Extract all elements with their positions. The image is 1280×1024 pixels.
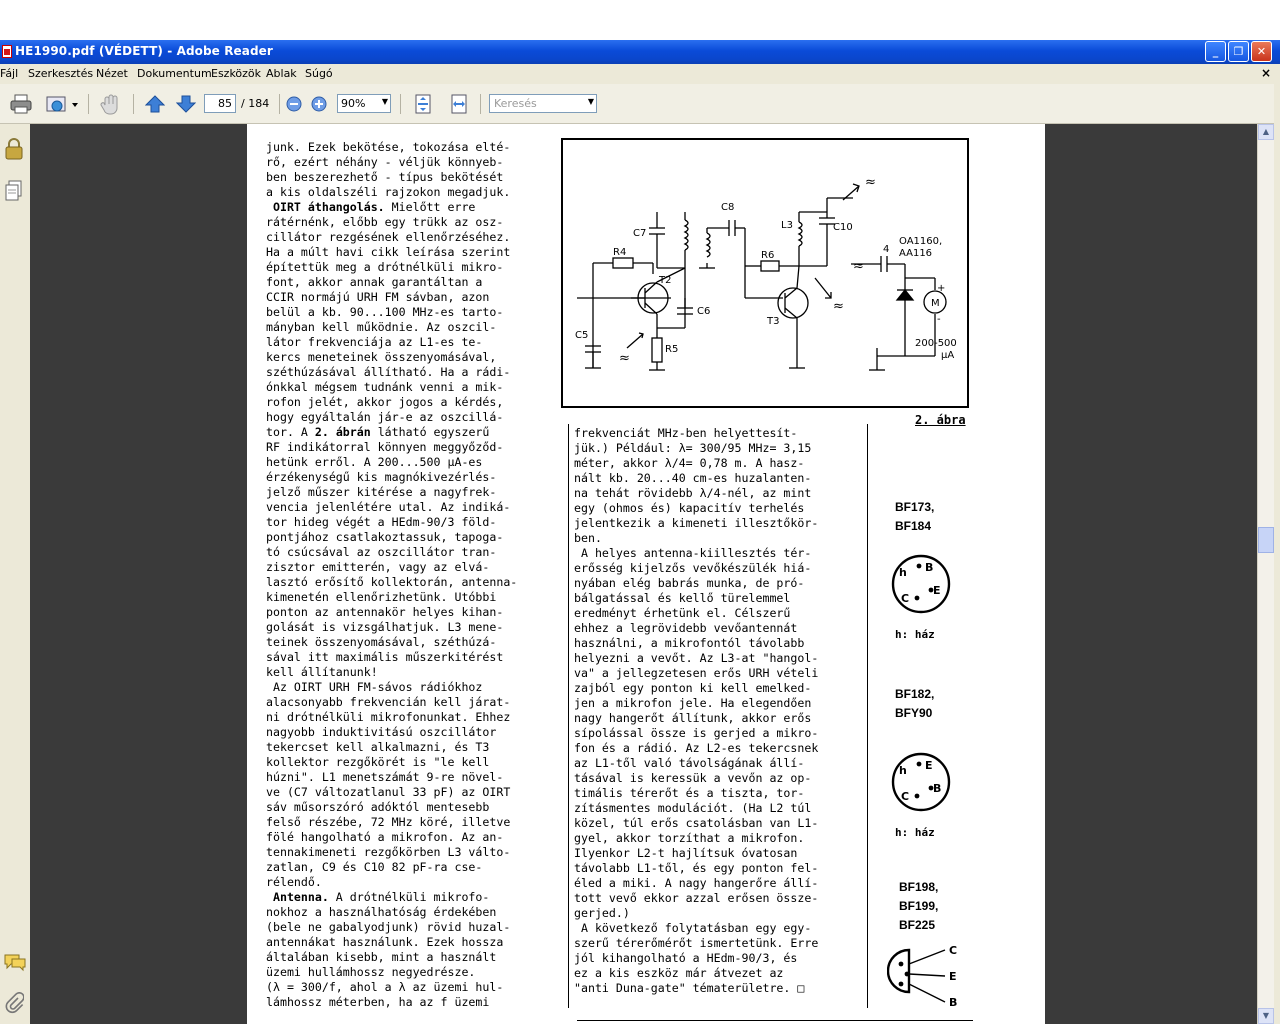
text-line: tennakimeneti rezgőkörben L3 válto-	[266, 845, 511, 859]
text-line: A helyes antenna-kiillesztés tér-	[574, 546, 812, 560]
text-line: általában kisebb, mint a használt	[266, 950, 497, 964]
label-diode-alt: AA116	[899, 248, 933, 259]
label-c6: C6	[697, 306, 711, 317]
text-line: Ha a múlt havi cikk leírása szerint	[266, 245, 511, 259]
text-line: építettük meg a drótnélküli mikro-	[266, 260, 504, 274]
label-unit: µA	[941, 350, 955, 361]
label-t2: T2	[659, 275, 672, 286]
text-line: na tehát rövidebb λ/4-nél, az mint	[574, 486, 812, 500]
figure-label: 2. ábra	[915, 413, 966, 427]
attachment-icon[interactable]	[4, 992, 24, 1014]
text-line: teinek összenyomásával, széthúzá-	[266, 635, 497, 649]
text-line: ben beszerezhető - típus bekötését	[266, 170, 504, 184]
toolbar-separator	[279, 94, 280, 114]
label-range: 200-500	[915, 338, 957, 349]
text-line: kollektor rezgőkörét is "le kell	[266, 755, 490, 769]
comments-icon[interactable]	[3, 952, 27, 972]
text-line: széthúzásával állítható. Ha a rádi-	[266, 365, 511, 379]
text-line: junk. Ezek bekötése, tokozása elté-	[266, 140, 511, 154]
chevron-down-icon: ▼	[587, 97, 594, 106]
text-line: rő, ezért néhány - véljük könnyeb-	[266, 155, 504, 169]
label-c10: C10	[833, 222, 853, 233]
text-line: sípolással össze is gerjed a mikro-	[574, 726, 819, 740]
text-line: tó csúcsával az oszcillátor tran-	[266, 545, 497, 559]
zoom-out-button[interactable]	[285, 93, 303, 115]
menu-edit[interactable]: Szerkesztés	[28, 67, 94, 80]
maximize-button[interactable]: ❐	[1228, 41, 1249, 62]
text-line: zításmentes modulációt. (Ha L2 túl	[574, 801, 812, 815]
menu-file[interactable]: Fájl	[0, 67, 19, 80]
text-line: sával itt maximális műszerkitérést	[266, 650, 504, 664]
text-line: ben.	[574, 531, 602, 545]
text-line: tásával is keressük a vevőn az op-	[574, 771, 812, 785]
toolbar-separator	[88, 94, 89, 114]
text-line: tor hideg végét a HEdm-90/3 föld-	[266, 515, 497, 529]
text-line: rátérnénk, előbb egy trükk az osz-	[266, 215, 504, 229]
label-l3: L3	[781, 220, 793, 231]
text-line: zisztor emitterén, vagy az elvá-	[266, 560, 490, 574]
text-line: nokhoz a használhatóság érdekében	[266, 905, 497, 919]
text-line: kercs meneteinek összenyomásával,	[266, 350, 497, 364]
text-line: bálgatással és kellő türelemmel	[574, 591, 791, 605]
pin-label: E	[949, 970, 957, 983]
pin-label: B	[933, 782, 942, 795]
pin-label: B	[925, 561, 934, 574]
text-line: kimenetén ellenőrizhetünk. Utóbbi	[266, 590, 497, 604]
text-line: Antenna. A drótnélküli mikrofo-	[272, 890, 490, 904]
search-input[interactable]	[489, 94, 597, 113]
hand-tool-icon	[99, 93, 123, 115]
text-line: fölé hangolható a mikrofon. Az an-	[266, 830, 504, 844]
text-line: ónkkal mégsem tudnánk venni a mik-	[266, 380, 504, 394]
toolbar	[0, 84, 1280, 124]
label-c8: C8	[721, 202, 735, 213]
text-line: Ilyenkor L2-t hajlítsuk óvatosan	[574, 846, 798, 860]
text-line: mányban kell működnie. Az oszcil-	[266, 320, 497, 334]
rf-wave-glyph: ≈	[853, 259, 864, 274]
text-line: éled a miki. A nagy hangerőre állí-	[574, 876, 819, 890]
text-line: használni, a mikrofontól távolabb	[574, 636, 805, 650]
text-line: antennákat használunk. Ezek hossza	[266, 935, 504, 949]
next-page-button[interactable]	[174, 93, 198, 115]
rf-wave-glyph: ≈	[833, 299, 844, 314]
transistor-name: BF198,	[899, 880, 939, 894]
text-line: cillátor rezgésének ellenőrzéséhez.	[266, 230, 511, 244]
pdf-page	[247, 124, 1045, 1024]
text-line: golását is vizsgálhatjuk. L3 mene-	[266, 620, 504, 634]
close-document-icon[interactable]: ×	[1260, 66, 1271, 80]
rf-wave-glyph: ≈	[865, 175, 876, 190]
pinout-note: h: ház	[895, 826, 935, 839]
text-line: ni drótnélküli mikrofonunkat. Ehhez	[266, 710, 511, 724]
next-page-icon	[176, 94, 196, 114]
text-line: (bele ne gabalyodjunk) rövid huzal-	[266, 920, 511, 934]
label-4: 4	[883, 244, 890, 255]
scroll-down-button[interactable]: ▼	[1258, 1008, 1274, 1024]
chevron-down-icon: ▼	[381, 97, 388, 106]
text-line: szerű térerőmérőt ismertetünk. Erre	[574, 936, 819, 950]
text-line: ponton az antennakör helyes kihan-	[266, 605, 504, 619]
toolbar-separator	[133, 94, 134, 114]
zoom-in-icon	[311, 96, 327, 112]
text-line: közel, túl erős csatolásban van L1-	[574, 816, 819, 830]
menu-document[interactable]: Dokumentum	[137, 67, 212, 80]
pinout-note: h: ház	[895, 628, 935, 641]
email-button[interactable]	[44, 93, 80, 115]
text-line: erősség kijelzős vevőkészülék hiá-	[574, 561, 812, 575]
fit-width-button[interactable]	[448, 93, 470, 115]
label-minus: -	[937, 314, 941, 325]
text-line: Az OIRT URH FM-sávos rádiókhoz	[266, 680, 483, 694]
text-line: rélendő.	[266, 875, 322, 889]
text-line: üzemi hullámhossz negyedrésze.	[266, 965, 476, 979]
text-line: (λ = 300/f, ahol a λ az üzemi hul-	[266, 980, 504, 994]
text-line: húzni". L1 menetszámát 9-re növel-	[266, 770, 504, 784]
label-c5: C5	[575, 330, 589, 341]
text-line: kell állítanunk!	[266, 665, 378, 679]
lock-icon[interactable]	[4, 137, 24, 161]
pin-label: E	[933, 584, 941, 597]
text-line: méter, akkor λ/4= 0,78 m. A hasz-	[574, 456, 805, 470]
fit-width-icon	[450, 94, 468, 114]
transistor-name: BF199,	[899, 899, 939, 913]
pin-label: h	[899, 566, 907, 579]
text-line: alacsonyabb frekvencián kell járat-	[266, 695, 511, 709]
rf-wave-glyph: ≈	[619, 351, 630, 366]
scroll-up-button[interactable]: ▲	[1258, 124, 1274, 140]
page-count: / 184	[241, 97, 270, 110]
text-line: nyában elég babrás munka, de pró-	[574, 576, 805, 590]
pin-label: C	[901, 592, 910, 605]
hand-tool-button[interactable]	[96, 93, 126, 115]
menu-window[interactable]: Ablak	[266, 67, 297, 80]
text-line: egy (ohmos és) kapacitív terhelés	[574, 501, 805, 515]
text-column-right	[574, 426, 818, 996]
transistor-name: BF182,	[895, 687, 935, 701]
zoom-select[interactable]	[337, 94, 391, 113]
text-line: vencia jelenlétére utal. Az indiká-	[266, 500, 511, 514]
text-line: jelző műszer kitérése a nagyfrek-	[266, 485, 497, 499]
transistor-names-3	[899, 878, 938, 935]
text-line: ve (C7 változatlanul 33 pF) az OIRT	[266, 785, 511, 799]
text-column-left	[266, 140, 517, 1010]
text-line: frekvenciát MHz-ben helyettesít-	[574, 426, 798, 440]
text-line: gyel, akkor torzíthat a mikrofon.	[574, 831, 805, 845]
text-line: ez a kis eszköz már átvezet az	[574, 966, 784, 980]
window-title: HE1990.pdf (VÉDETT) - Adobe Reader	[15, 44, 273, 58]
transistor-name: BF225	[899, 918, 936, 932]
page-bottom-rule	[577, 1020, 973, 1021]
previous-page-icon	[145, 94, 165, 114]
transistor-name: BF173,	[895, 500, 935, 514]
text-line: látor frekvenciája az L1-es te-	[266, 335, 483, 349]
text-line: ehhez a legrövidebb vevőantennát	[574, 621, 798, 635]
pin-label: C	[901, 790, 910, 803]
text-line: belül a kb. 90...100 MHz-es tarto-	[266, 305, 504, 319]
adobe-reader-icon	[2, 45, 12, 58]
text-line: rofon jelét, akkor jogos a kérdés,	[266, 395, 504, 409]
window-border	[1274, 64, 1280, 1024]
zoom-value: 90%	[341, 97, 366, 110]
menu-view[interactable]: Nézet	[96, 67, 128, 80]
text-line: távolabb L1-től, és egy ponton fel-	[574, 861, 819, 875]
label-meter: M	[931, 298, 940, 309]
text-line: tekercset kell alkalmazni, és T3	[266, 740, 490, 754]
fit-page-button[interactable]	[412, 93, 434, 115]
text-line: nagy hangerőt állítunk, akkor erős	[574, 711, 812, 725]
toolbar-separator	[400, 94, 401, 114]
text-line: lámhossz méterben, ha az f üzemi	[266, 995, 490, 1009]
text-line: pontjához csatlakoztassuk, tapoga-	[266, 530, 504, 544]
text-line: a kis oldalszéli rajzokon megadjuk.	[266, 185, 511, 199]
text-line: tor. A 2. ábrán látható egyszerű	[266, 425, 490, 439]
text-line: zatlan, C9 és C10 82 pF-ra cse-	[266, 860, 483, 874]
text-line: fon és a rádió. Az L2-es tekercsnek	[574, 741, 819, 755]
pinout-diagram-2	[887, 750, 955, 812]
text-line: jük.) Például: λ= 300/95 MHz= 3,15	[574, 441, 812, 455]
text-line: A következő folytatásban egy egy-	[574, 921, 812, 935]
text-line: tott vevő ekkor azzal erősen össze-	[574, 891, 819, 905]
printer-icon	[10, 94, 32, 114]
menu-bar	[0, 64, 1280, 84]
label-c7: C7	[633, 228, 647, 239]
text-line: nált kb. 20...40 cm-es huzalanten-	[574, 471, 812, 485]
vertical-scrollbar[interactable]	[1257, 124, 1274, 1024]
email-icon	[45, 94, 79, 114]
transistor-names-2	[895, 685, 934, 723]
circuit-schematic	[561, 138, 969, 408]
pages-icon[interactable]	[4, 180, 24, 202]
pinout-diagram-3	[887, 940, 967, 1010]
text-line: timális térerőt és a tiszta, tor-	[574, 786, 805, 800]
pin-label: C	[949, 944, 958, 957]
text-line: zajból egy ponton ki kell emelked-	[574, 681, 812, 695]
column-divider	[568, 424, 569, 1008]
zoom-out-icon	[286, 96, 302, 112]
text-line: az L1-től való távolságának állí-	[574, 756, 805, 770]
scrollbar-thumb[interactable]	[1258, 527, 1274, 553]
pin-label: h	[899, 764, 907, 777]
text-line: RF indikátorral könnyen meggyőződ-	[266, 440, 504, 454]
label-t3: T3	[767, 316, 780, 327]
text-line: lasztó erősítő kollektorán, antenna-	[266, 575, 518, 589]
window-titlebar[interactable]	[0, 40, 1280, 64]
search-placeholder: Keresés	[494, 97, 537, 110]
text-line: helyezni a vevőt. Az L3-at "hangol-	[574, 651, 819, 665]
text-line: érzékenységű kis magnókivezérlés-	[266, 470, 497, 484]
pinout-diagram-1	[887, 552, 955, 614]
text-line: jól kihangolható a HEdm-90/3, és	[574, 951, 798, 965]
text-line: sáv műsorszóró adóktól mentesebb	[266, 800, 490, 814]
label-plus: +	[937, 283, 946, 294]
label-r5: R5	[665, 344, 679, 355]
label-diode: OA1160,	[899, 236, 943, 247]
zoom-in-button[interactable]	[310, 93, 328, 115]
text-line: eredményt érhetünk el. Célszerű	[574, 606, 791, 620]
navigation-pane	[0, 124, 30, 1024]
minimize-button[interactable]: _	[1205, 41, 1226, 62]
text-line: gerjed.)	[574, 906, 630, 920]
menu-help[interactable]: Súgó	[305, 67, 333, 80]
text-line: "anti Duna-gate" tématerületre. □	[574, 981, 805, 995]
fit-page-icon	[414, 94, 432, 114]
text-line: hetünk erről. A 200...500 µA-es	[266, 455, 483, 469]
toolbar-separator	[480, 94, 481, 114]
text-line: font, akkor annak garantáltan a	[266, 275, 483, 289]
pin-label: B	[949, 996, 958, 1009]
text-line: nagyobb induktivitású oszcillátor	[266, 725, 497, 739]
text-line: OIRT áthangolás. Mielőtt erre	[272, 200, 476, 214]
pin-label: E	[925, 759, 933, 772]
label-r6: R6	[761, 250, 775, 261]
text-line: felső részébe, 72 MHz köré, illetve	[266, 815, 511, 829]
close-button[interactable]: ✕	[1251, 41, 1272, 62]
previous-page-button[interactable]	[143, 93, 167, 115]
transistor-name: BFY90	[895, 706, 933, 720]
menu-tools[interactable]: Eszközök	[211, 67, 262, 80]
label-r4: R4	[613, 247, 627, 258]
page-number-input[interactable]: 85	[204, 94, 236, 113]
text-line: hogy egyáltalán jár-e az oszcillá-	[266, 410, 504, 424]
text-line: jen a mikrofon jele. Ha elegendően	[574, 696, 812, 710]
print-button[interactable]	[8, 93, 34, 115]
text-line: CCIR normájú URH FM sávban, azon	[266, 290, 490, 304]
column-divider	[867, 424, 868, 1008]
text-line: va" a jellegzetesen erős URH vételi	[574, 666, 819, 680]
transistor-name: BF184	[895, 519, 932, 533]
text-line: jelentkezik a kimeneti illesztőkör-	[574, 516, 819, 530]
transistor-names-1	[895, 498, 934, 536]
